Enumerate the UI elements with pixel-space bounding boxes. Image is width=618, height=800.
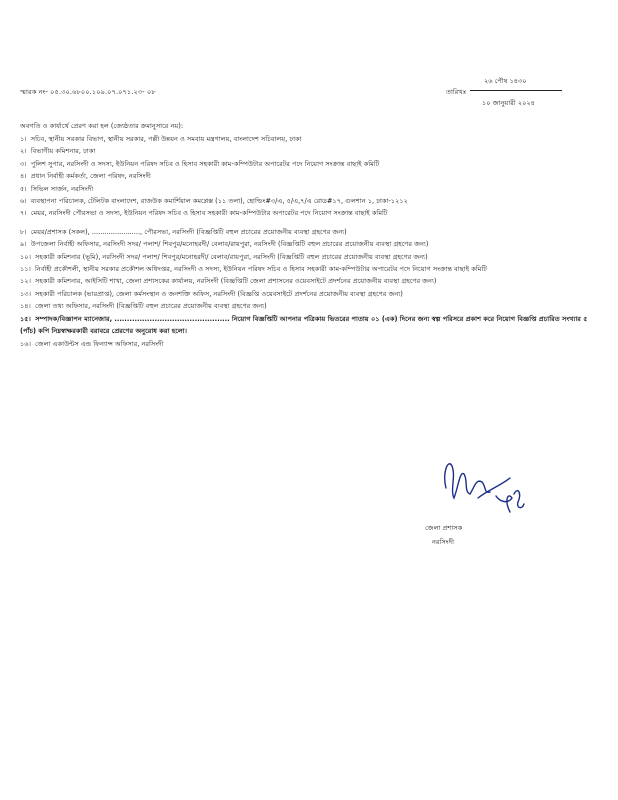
list-item bbox=[20, 300, 598, 312]
list-item-number: ৫। bbox=[20, 184, 27, 193]
list-item-text: মেয়র, নরসিংদী পৌরসভা ও সদস্য, ইউনিয়ন পরিষদ সচিব ও হিসাব সহকারী কাম-কম্পিউটার অপারেটর পদে নিয়োগ সংক্রান্ত বাছাই কমিটি bbox=[30, 209, 388, 218]
list-item-text: ব্যবস্থাপনা পরিচালক, টেলিটক বাংলাদেশ, রাজউক কমার্শিয়াল কমপ্লেক্স (১১ তলা), হোল্ডিং#৩/এ, ৫/এ,৭/এ রোড#১৭, গুলশান ১, ঢাকা-১২১২ bbox=[30, 197, 408, 206]
list-item-text: জেলা একাউন্টস এন্ড ফিন্যান্স অফিসার, নরসিংদী bbox=[35, 339, 164, 348]
signatory-title: জেলা প্রশাসক bbox=[425, 524, 463, 532]
list-item-text: পুলিশ সুপার, নরসিংদী ও সদস্য, ইউনিয়ন পরিষদ সচিব ও হিসাব সহকারী কাম-কম্পিউটার অপারেটর পদে নিয়োগ সংক্রান্ত বাছাই কমিটি bbox=[30, 159, 380, 168]
list-item-text: সিভিল সার্জন, নরসিংদী bbox=[30, 184, 94, 193]
list-item-number: ৩। bbox=[20, 159, 27, 168]
date-label: তারিখঃ bbox=[446, 88, 467, 96]
date-divider bbox=[470, 90, 562, 91]
list-item-text: সচিব, স্থানীয় সরকার বিভাগ, স্থানীয় সরকার, পল্লী উন্নয়ন ও সমবায় মন্ত্রণালয়, বাংলাদেশ সচিবালয়, ঢাকা bbox=[30, 135, 302, 143]
signatory-place: নরসিংদী bbox=[432, 538, 454, 546]
date-gregorian: ১০ জানুয়ারী ২০২৪ bbox=[482, 99, 535, 107]
list-item-text: উপজেলা নির্বাহী অফিসার, নরসিংদী সদর/ পলাশ/ শিবপুর/মনোহরদী/ বেলাব/রায়পুরা, নরসিংদী (বিজ্ঞপ্তিটি বহুল প্রচারের প্রয়োজনীয় ব্যবস্থা গ্রহণের জন্য) bbox=[30, 240, 429, 249]
signature bbox=[438, 428, 528, 528]
list-item-number: ৪। bbox=[20, 172, 27, 181]
list-item-number: ২। bbox=[20, 147, 27, 156]
list-item-number: ১১। bbox=[20, 265, 31, 274]
list-item-text: বিভাগীয় কমিশনার, ঢাকা bbox=[30, 147, 96, 156]
memo-number: স্মারক নং- ০৫.৩০.৬৮০০.১০৯.০৭.০৭১.২৩- ০৮ bbox=[20, 88, 156, 96]
list-item-text: সম্পাদক/বিজ্ঞাপন ম্যানেজার, .............................................. নিয়োগ বিজ্ঞপ্তিটি আপনার পত্রিকায় ভিতরের পাতায় ০১ (এক) দিনের জন্য স্বল্প পরিসরে প্রকাশ করে নিয়োগ বিজ্ঞপ্তি প্রচারিত সংখ্যার ৫ (পাঁচ) কপি নিম্নস্বাক্ষরকারী বরাবরে প্রেরণের অনুরোধ করা হলো। bbox=[20, 314, 588, 336]
list-item bbox=[20, 158, 598, 170]
list-item-number: ১৪। bbox=[20, 302, 31, 311]
list-item-text: সহকারী কমিশনার (ভূমি), নরসিংদী সদর/ পলাশ/ শিবপুর/মনোহরদী/ বেলাব/রায়পুরা, নরসিংদী (বিজ্ঞপ্তিটি বহুল প্রচারের প্রয়োজনীয় ব্যবস্থা গ্রহণের জন্য) bbox=[35, 252, 428, 261]
list-item bbox=[20, 195, 598, 207]
list-item-text: নির্বাহী প্রকৌশলী, স্থানীয় সরকার প্রকৌশল অধিদপ্তর, নরসিংদী ও সদস্য, ইউনিয়ন পরিষদ সচিব ও হিসাব সহকারী কাম-কম্পিউটার অপারেটর পদে নিয়োগ সংক্রান্ত বাছাই কমিটি bbox=[35, 265, 487, 274]
list-item-number: ৭। bbox=[20, 209, 27, 218]
list-item bbox=[20, 338, 598, 350]
cc-header: অবগতি ও কার্যার্থে প্রেরণ করা হল (জ্যেষ্ঠতার ক্রমানুসারে নয়): bbox=[20, 122, 184, 130]
list-item bbox=[20, 275, 598, 287]
list-item bbox=[20, 251, 598, 263]
list-item-number: ৯। bbox=[20, 240, 27, 249]
list-item bbox=[20, 263, 598, 275]
recipient-list bbox=[20, 133, 598, 350]
list-item-number: ১২। bbox=[20, 277, 31, 286]
list-item-number: ১৫। bbox=[20, 314, 31, 323]
list-item-text: সহকারী পরিচালক (ভারপ্রাপ্ত), জেলা কর্মসংস্থান ও জনশক্তি অফিস, নরসিংদী (বিজ্ঞপ্তি ওয়েবসাইটে প্রদর্শনের প্রয়োজনীয় ব্যবস্থা গ্রহণের জন্য) bbox=[35, 289, 403, 298]
list-item bbox=[20, 207, 598, 219]
list-item-text: জেলা তথ্য অফিসার, নরসিংদী (বিজ্ঞপ্তিটি বহুল প্রচারের প্রয়োজনীয় ব্যবস্থা গ্রহণের জন্য) bbox=[35, 302, 267, 311]
list-item bbox=[20, 183, 598, 195]
list-item-number: ১০। bbox=[20, 252, 31, 261]
list-item-text: প্রধান নির্বাহী কর্মকর্তা, জেলা পরিষদ, নরসিংদী bbox=[30, 172, 151, 181]
list-item bbox=[20, 288, 598, 300]
list-item bbox=[20, 170, 598, 182]
list-item bbox=[20, 313, 598, 338]
list-item bbox=[20, 238, 598, 250]
list-item-text: সহকারী কমিশনার, আইসিটি শাখা, জেলা প্রশাসকের কার্যালয়, নরসিংদী (বিজ্ঞপ্তিটি জেলা প্রশাসনের ওয়েবসাইটে প্রদর্শনের প্রয়োজনীয় ব্যবস্থা গ্রহণের জন্য) bbox=[35, 277, 437, 286]
list-item-number: ৬। bbox=[20, 197, 27, 206]
list-item-number: ৮। bbox=[20, 227, 27, 236]
list-item-number: ১৩। bbox=[20, 289, 31, 298]
list-item-text: মেয়র/প্রশাসক (সকল), ......................., পৌরসভা, নরসিংদী (বিজ্ঞপ্তিটি বহুল প্রচারের প্রয়োজনীয় ব্যবস্থা গ্রহণের জন্য) bbox=[30, 227, 347, 236]
list-item-number: ১। bbox=[20, 135, 27, 143]
list-item-number: ১৬। bbox=[20, 339, 31, 348]
list-item bbox=[20, 145, 598, 157]
list-item bbox=[20, 133, 598, 145]
date-bangla: ২৬ পৌষ ১৪৩০ bbox=[484, 77, 527, 85]
list-item bbox=[20, 226, 598, 238]
date-block bbox=[446, 73, 586, 113]
